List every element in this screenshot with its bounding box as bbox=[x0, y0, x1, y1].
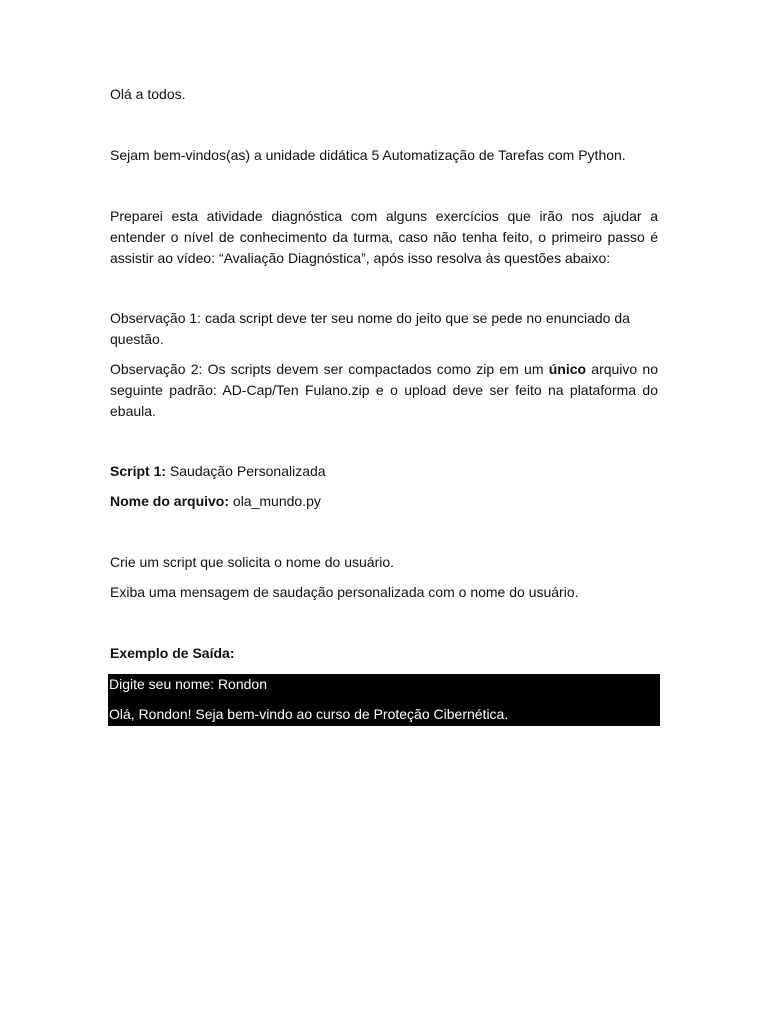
observation-2 bbox=[110, 359, 658, 422]
instruction-2: Exiba uma mensagem de saudação personalizada com o nome do usuário. bbox=[110, 584, 579, 600]
script-filename-value: ola_mundo.py bbox=[229, 493, 321, 509]
script-filename bbox=[110, 491, 658, 512]
example-output-block bbox=[108, 674, 660, 726]
instruction-1: Crie um script que solicita o nome do usuário. bbox=[110, 554, 395, 570]
observation-2-emphasis: único bbox=[548, 361, 587, 377]
example-output-line-1: Digite seu nome: Rondon bbox=[109, 676, 267, 692]
script-title bbox=[110, 461, 658, 482]
welcome-text: Sejam bem-vindos(as) a unidade didática 5 Automatização de Tarefas com Python. bbox=[110, 147, 626, 163]
observation-2-text-after: arquivo no seguinte padrão: AD-Cap/Ten Fulano.zip e o upload deve ser feito na plataforma do ebaula. bbox=[110, 361, 658, 419]
script-filename-label: Nome do arquivo: bbox=[110, 493, 230, 509]
intro-paragraph: Preparei esta atividade diagnóstica com alguns exercícios que irão nos ajudar a entender o nível de conhecimento da turma, caso não tenha feito, o primeiro passo é assistir ao vídeo: “Avaliação Diagnóstica”, após isso resolva às questões abaixo: bbox=[110, 208, 658, 266]
script-title-value: Saudação Personalizada bbox=[166, 463, 326, 479]
greeting-text: Olá a todos. bbox=[110, 86, 186, 102]
observation-1: Observação 1: cada script deve ter seu nome do jeito que se pede no enunciado da questão. bbox=[110, 310, 630, 347]
observation-2-text-before: Observação 2: Os scripts devem ser compactados como zip em um bbox=[110, 361, 549, 377]
example-output-line-2: Olá, Rondon! Seja bem-vindo ao curso de Proteção Cibernética. bbox=[109, 706, 509, 722]
example-heading bbox=[110, 643, 658, 664]
script-title-label: Script 1: bbox=[110, 463, 167, 479]
example-heading-text: Exemplo de Saída: bbox=[110, 645, 235, 661]
